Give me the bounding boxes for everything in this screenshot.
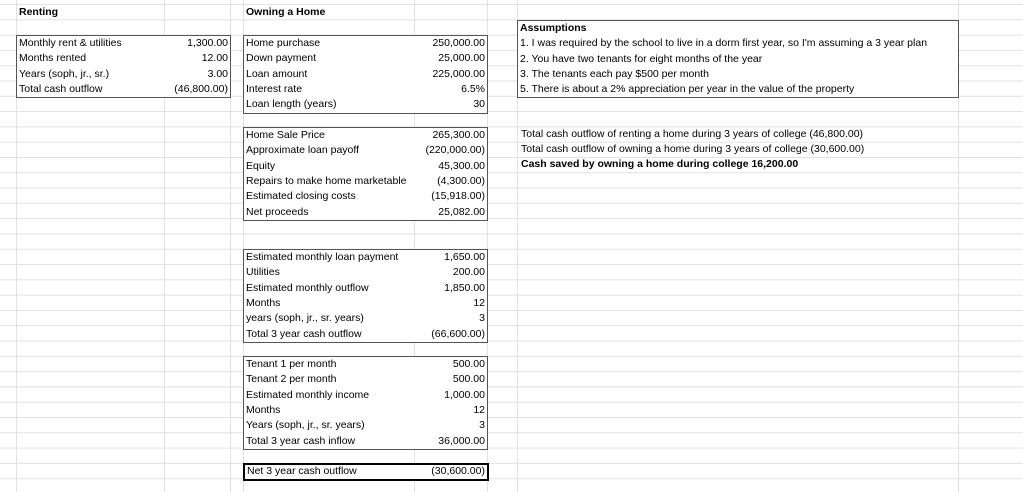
net-outflow-table[interactable] [243, 463, 489, 481]
inflow-row[interactable] [244, 372, 487, 387]
row-value: 36,000.00 [438, 434, 485, 447]
row-value: 3.00 [207, 67, 228, 80]
sale-row[interactable] [244, 189, 487, 204]
row-value: (30,600.00) [431, 465, 485, 477]
renting-row[interactable] [17, 51, 230, 66]
row-value: 25,000.00 [438, 52, 485, 65]
row-label: Loan length (years) [246, 98, 337, 111]
row-value: 3 [479, 312, 485, 325]
row-value: 500.00 [452, 373, 485, 386]
owning-title: Owning a Home [246, 6, 326, 18]
assumptions-title-text: Assumptions [520, 22, 587, 34]
renting-table[interactable] [16, 35, 231, 98]
summary-conclusion[interactable]: Cash saved by owning a home during college 16,200.00 [521, 158, 799, 170]
row-label: Total 3 year cash inflow [246, 434, 356, 447]
row-value: (66,600.00) [431, 327, 485, 340]
outflow-row[interactable] [244, 281, 487, 296]
row-value: 6.5% [461, 82, 485, 95]
summary-renting-line[interactable]: Total cash outflow of renting a home during 3 years of college (46,800.00) [521, 128, 864, 140]
inflow-row[interactable] [244, 357, 487, 372]
row-label: Approximate loan payoff [246, 144, 360, 157]
purchase-row[interactable] [244, 51, 487, 66]
row-value: 12.00 [201, 52, 228, 65]
inflow-row[interactable] [244, 418, 487, 433]
row-value: 500.00 [452, 358, 485, 370]
row-label: Tenant 1 per month [246, 358, 337, 370]
sale-row[interactable] [244, 174, 487, 189]
row-value: 250,000.00 [432, 37, 485, 49]
renting-row[interactable] [17, 67, 230, 82]
row-label: Estimated monthly outflow [246, 281, 369, 294]
purchase-row[interactable] [244, 67, 487, 82]
assumption-text: 1. I was required by the school to live in a dorm first year, so I'm assuming a 3 year plan [520, 37, 928, 50]
row-label: Interest rate [246, 82, 303, 95]
net-row[interactable] [245, 464, 487, 479]
row-label: Months [246, 403, 281, 416]
row-value: 265,300.00 [432, 129, 485, 141]
summary-owning-line[interactable]: Total cash outflow of owning a home during 3 years of college (30,600.00) [521, 143, 865, 155]
sale-row[interactable] [244, 159, 487, 174]
row-value: (46,800.00) [174, 82, 228, 95]
outflow-row[interactable] [244, 265, 487, 280]
row-label: Equity [246, 159, 276, 172]
row-label: Repairs to make home marketable [246, 174, 407, 187]
assumption-item[interactable] [518, 82, 958, 97]
row-value: (15,918.00) [431, 190, 485, 203]
row-label: Down payment [246, 52, 317, 65]
row-value: 225,000.00 [432, 67, 485, 80]
renting-title: Renting [19, 6, 59, 18]
row-label: Net 3 year cash outflow [247, 465, 357, 477]
row-value: 3 [479, 419, 485, 432]
row-label: Home Sale Price [246, 129, 325, 141]
row-label: years (soph, jr., sr. years) [246, 312, 364, 325]
outflow-table[interactable] [243, 249, 488, 343]
row-value: (4,300.00) [437, 174, 485, 187]
row-label: Tenant 2 per month [246, 373, 337, 386]
outflow-row[interactable] [244, 296, 487, 311]
purchase-row[interactable] [244, 82, 487, 97]
row-label: Loan amount [246, 67, 308, 80]
assumption-item[interactable] [518, 67, 958, 82]
outflow-row[interactable] [244, 311, 487, 326]
row-label: Months [246, 296, 281, 309]
renting-row[interactable] [17, 36, 230, 51]
outflow-row[interactable] [244, 250, 487, 265]
row-label: Total cash outflow [19, 82, 103, 95]
row-label: Monthly rent & utilities [19, 37, 122, 49]
row-label: Months rented [19, 52, 87, 65]
inflow-row[interactable] [244, 403, 487, 418]
row-value: (220,000.00) [425, 144, 485, 157]
row-value: 200.00 [452, 266, 485, 279]
row-value: 12 [473, 296, 485, 309]
row-label: Years (soph, jr., sr.) [19, 67, 110, 80]
sale-row[interactable] [244, 143, 487, 158]
row-label: Net proceeds [246, 205, 309, 218]
row-label: Home purchase [246, 37, 321, 49]
row-value: 30 [473, 98, 485, 111]
row-label: Years (soph, jr., sr. years) [246, 419, 365, 432]
assumption-item[interactable] [518, 52, 958, 67]
assumptions-box[interactable] [517, 20, 959, 98]
row-value: 45,300.00 [438, 159, 485, 172]
inflow-row[interactable] [244, 434, 487, 449]
outflow-row[interactable] [244, 327, 487, 342]
inflow-row[interactable] [244, 388, 487, 403]
row-label: Estimated monthly income [246, 388, 370, 401]
row-label: Estimated closing costs [246, 190, 356, 203]
row-value: 1,000.00 [444, 388, 485, 401]
row-label: Utilities [246, 266, 280, 279]
purchase-row[interactable] [244, 97, 487, 112]
row-value: 12 [473, 403, 485, 416]
assumptions-title [518, 21, 958, 36]
row-label: Estimated monthly loan payment [246, 251, 399, 263]
purchase-table[interactable] [243, 35, 488, 114]
row-label: Total 3 year cash outflow [246, 327, 362, 340]
assumption-item[interactable] [518, 36, 958, 51]
row-value: 1,300.00 [187, 37, 228, 49]
row-value: 25,082.00 [438, 205, 485, 218]
assumption-text: 5. There is about a 2% appreciation per year in the value of the property [520, 83, 855, 96]
row-value: 1,850.00 [444, 281, 485, 294]
inflow-table[interactable] [243, 356, 488, 450]
row-value: 1,650.00 [444, 251, 485, 263]
renting-row[interactable] [17, 82, 230, 97]
sale-table[interactable] [243, 127, 488, 221]
assumption-text: 2. You have two tenants for eight months of the year [520, 52, 763, 65]
assumption-text: 3. The tenants each pay $500 per month [520, 67, 709, 80]
sale-row[interactable] [244, 128, 487, 143]
sale-row[interactable] [244, 205, 487, 220]
purchase-row[interactable] [244, 36, 487, 51]
